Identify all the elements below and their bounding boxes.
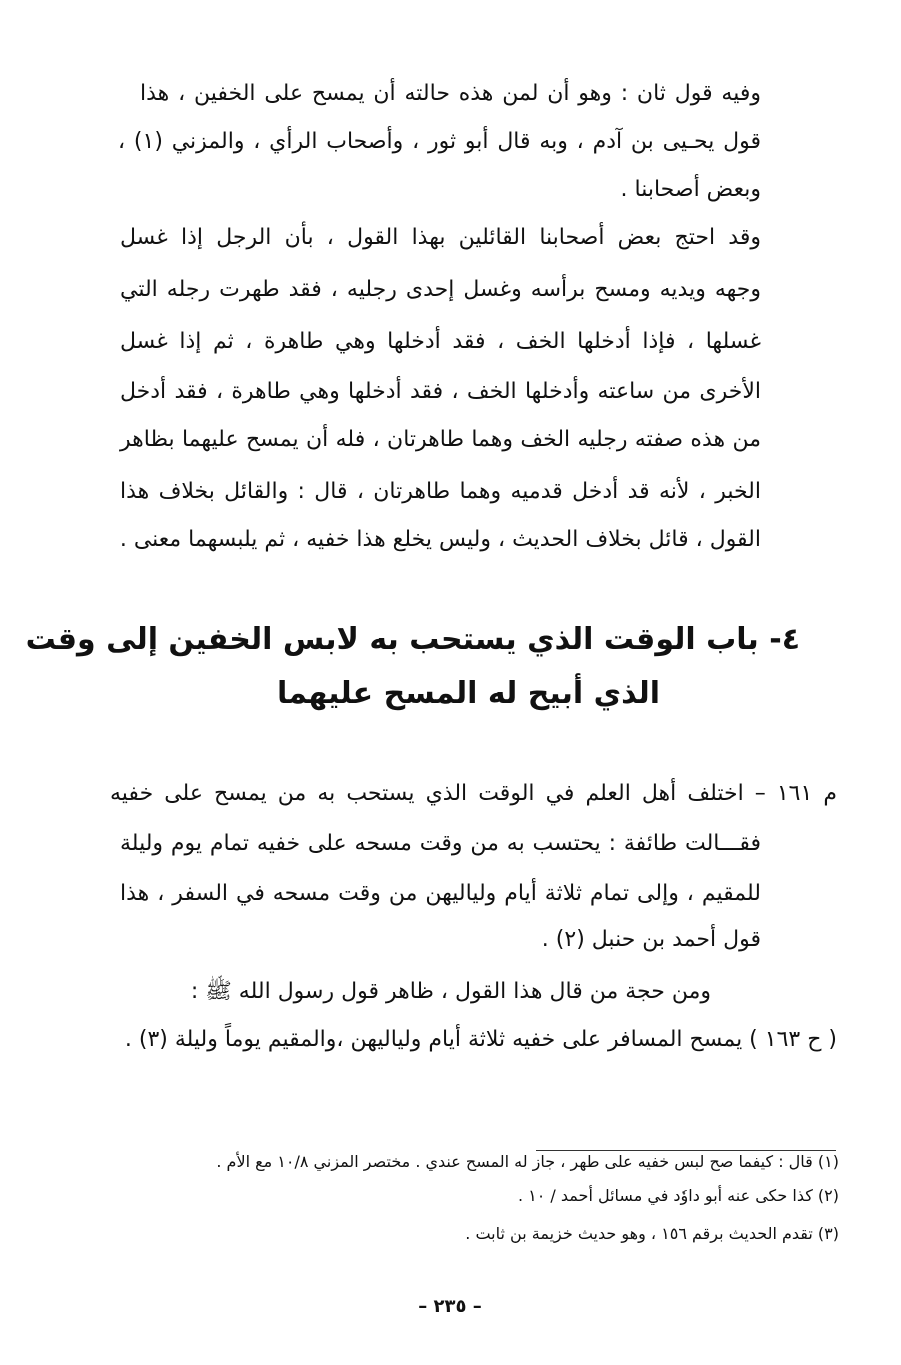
paragraph-line: الأخرى من ساعته وأدخلها الخف ، فقد أدخلها وهي طاهرة ، فقد أدخل bbox=[120, 379, 761, 404]
footnote-1: (١) قال : كيفما صح لبس خفيه على طهر ، جاز له المسح عندي . مختصر المزني ١٠/٨ مع الأم . bbox=[216, 1152, 839, 1171]
page-number: – ٢٣٥ – bbox=[418, 1296, 482, 1317]
paragraph-line: الخبر ، لأنه قد أدخل قدميه وهما طاهرتان ، قال : والقائل بخلاف هذا bbox=[120, 479, 761, 504]
paragraph-line: من هذه صفته رجليه الخف وهما طاهرتان ، فله أن يمسح عليهما بظاهر bbox=[120, 427, 761, 452]
paragraph-line: قول أحمد بن حنبل (٢) . bbox=[541, 927, 761, 952]
footnote-3: (٣) تقدم الحديث برقم ١٥٦ ، وهو حديث خزيمة بن ثابت . bbox=[465, 1224, 839, 1243]
paragraph-line: وبعض أصحابنا . bbox=[620, 177, 761, 202]
paragraph-4: ومن حجة من قال هذا القول ، ظاهر قول رسول الله ﷺ : bbox=[190, 979, 711, 1004]
paragraph-line: قول يحـيى بن آدم ، وبه قال أبو ثور ، وأصحاب الرأي ، والمزني (١) ، bbox=[118, 129, 761, 154]
chapter-heading-line-1: ٤- باب الوقت الذي يستحب به لابس الخفين إلى وقت bbox=[25, 622, 800, 657]
paragraph-line: غسلها ، فإذا أدخلها الخف ، فقد أدخلها وهي طاهرة ، ثم إذا غسل bbox=[120, 329, 761, 354]
paragraph-line: وفيه قول ثان : وهو أن لمن هذه حالته أن يمسح على الخفين ، هذا bbox=[140, 81, 761, 106]
chapter-heading-line-2: الذي أبيح له المسح عليهما bbox=[277, 676, 660, 711]
paragraph-line: للمقيم ، وإلى تمام ثلاثة أيام ولياليهن من وقت مسحه في السفر ، هذا bbox=[120, 881, 761, 906]
paragraph-line: القول ، قائل بخلاف الحديث ، وليس يخلع هذا خفيه ، ثم يلبسهما معنى . bbox=[119, 527, 761, 552]
paragraph-line: فقـــالت طائفة : يحتسب به من وقت مسحه على خفيه تمام يوم وليلة bbox=[120, 831, 761, 856]
footnote-2: (٢) كذا حكى عنه أبو داوٗد في مسائل أحمد / ١٠ . bbox=[517, 1186, 839, 1205]
paragraph-line: وجهه ويديه ومسح برأسه وغسل إحدى رجليه ، فقد طهرت رجله التي bbox=[120, 277, 761, 302]
paragraph-line: وقد احتج بعض أصحابنا القائلين بهذا القول ، بأن الرجل إذا غسل bbox=[120, 225, 761, 250]
hadith-text: ( ح ١٦٣ ) يمسح المسافر على خفيه ثلاثة أيام ولياليهن ،والمقيم يوماً وليلة (٣) . bbox=[124, 1027, 837, 1052]
paragraph-line: م ١٦١ – اختلف أهل العلم في الوقت الذي يستحب به من يمسح على خفيه bbox=[110, 781, 837, 806]
